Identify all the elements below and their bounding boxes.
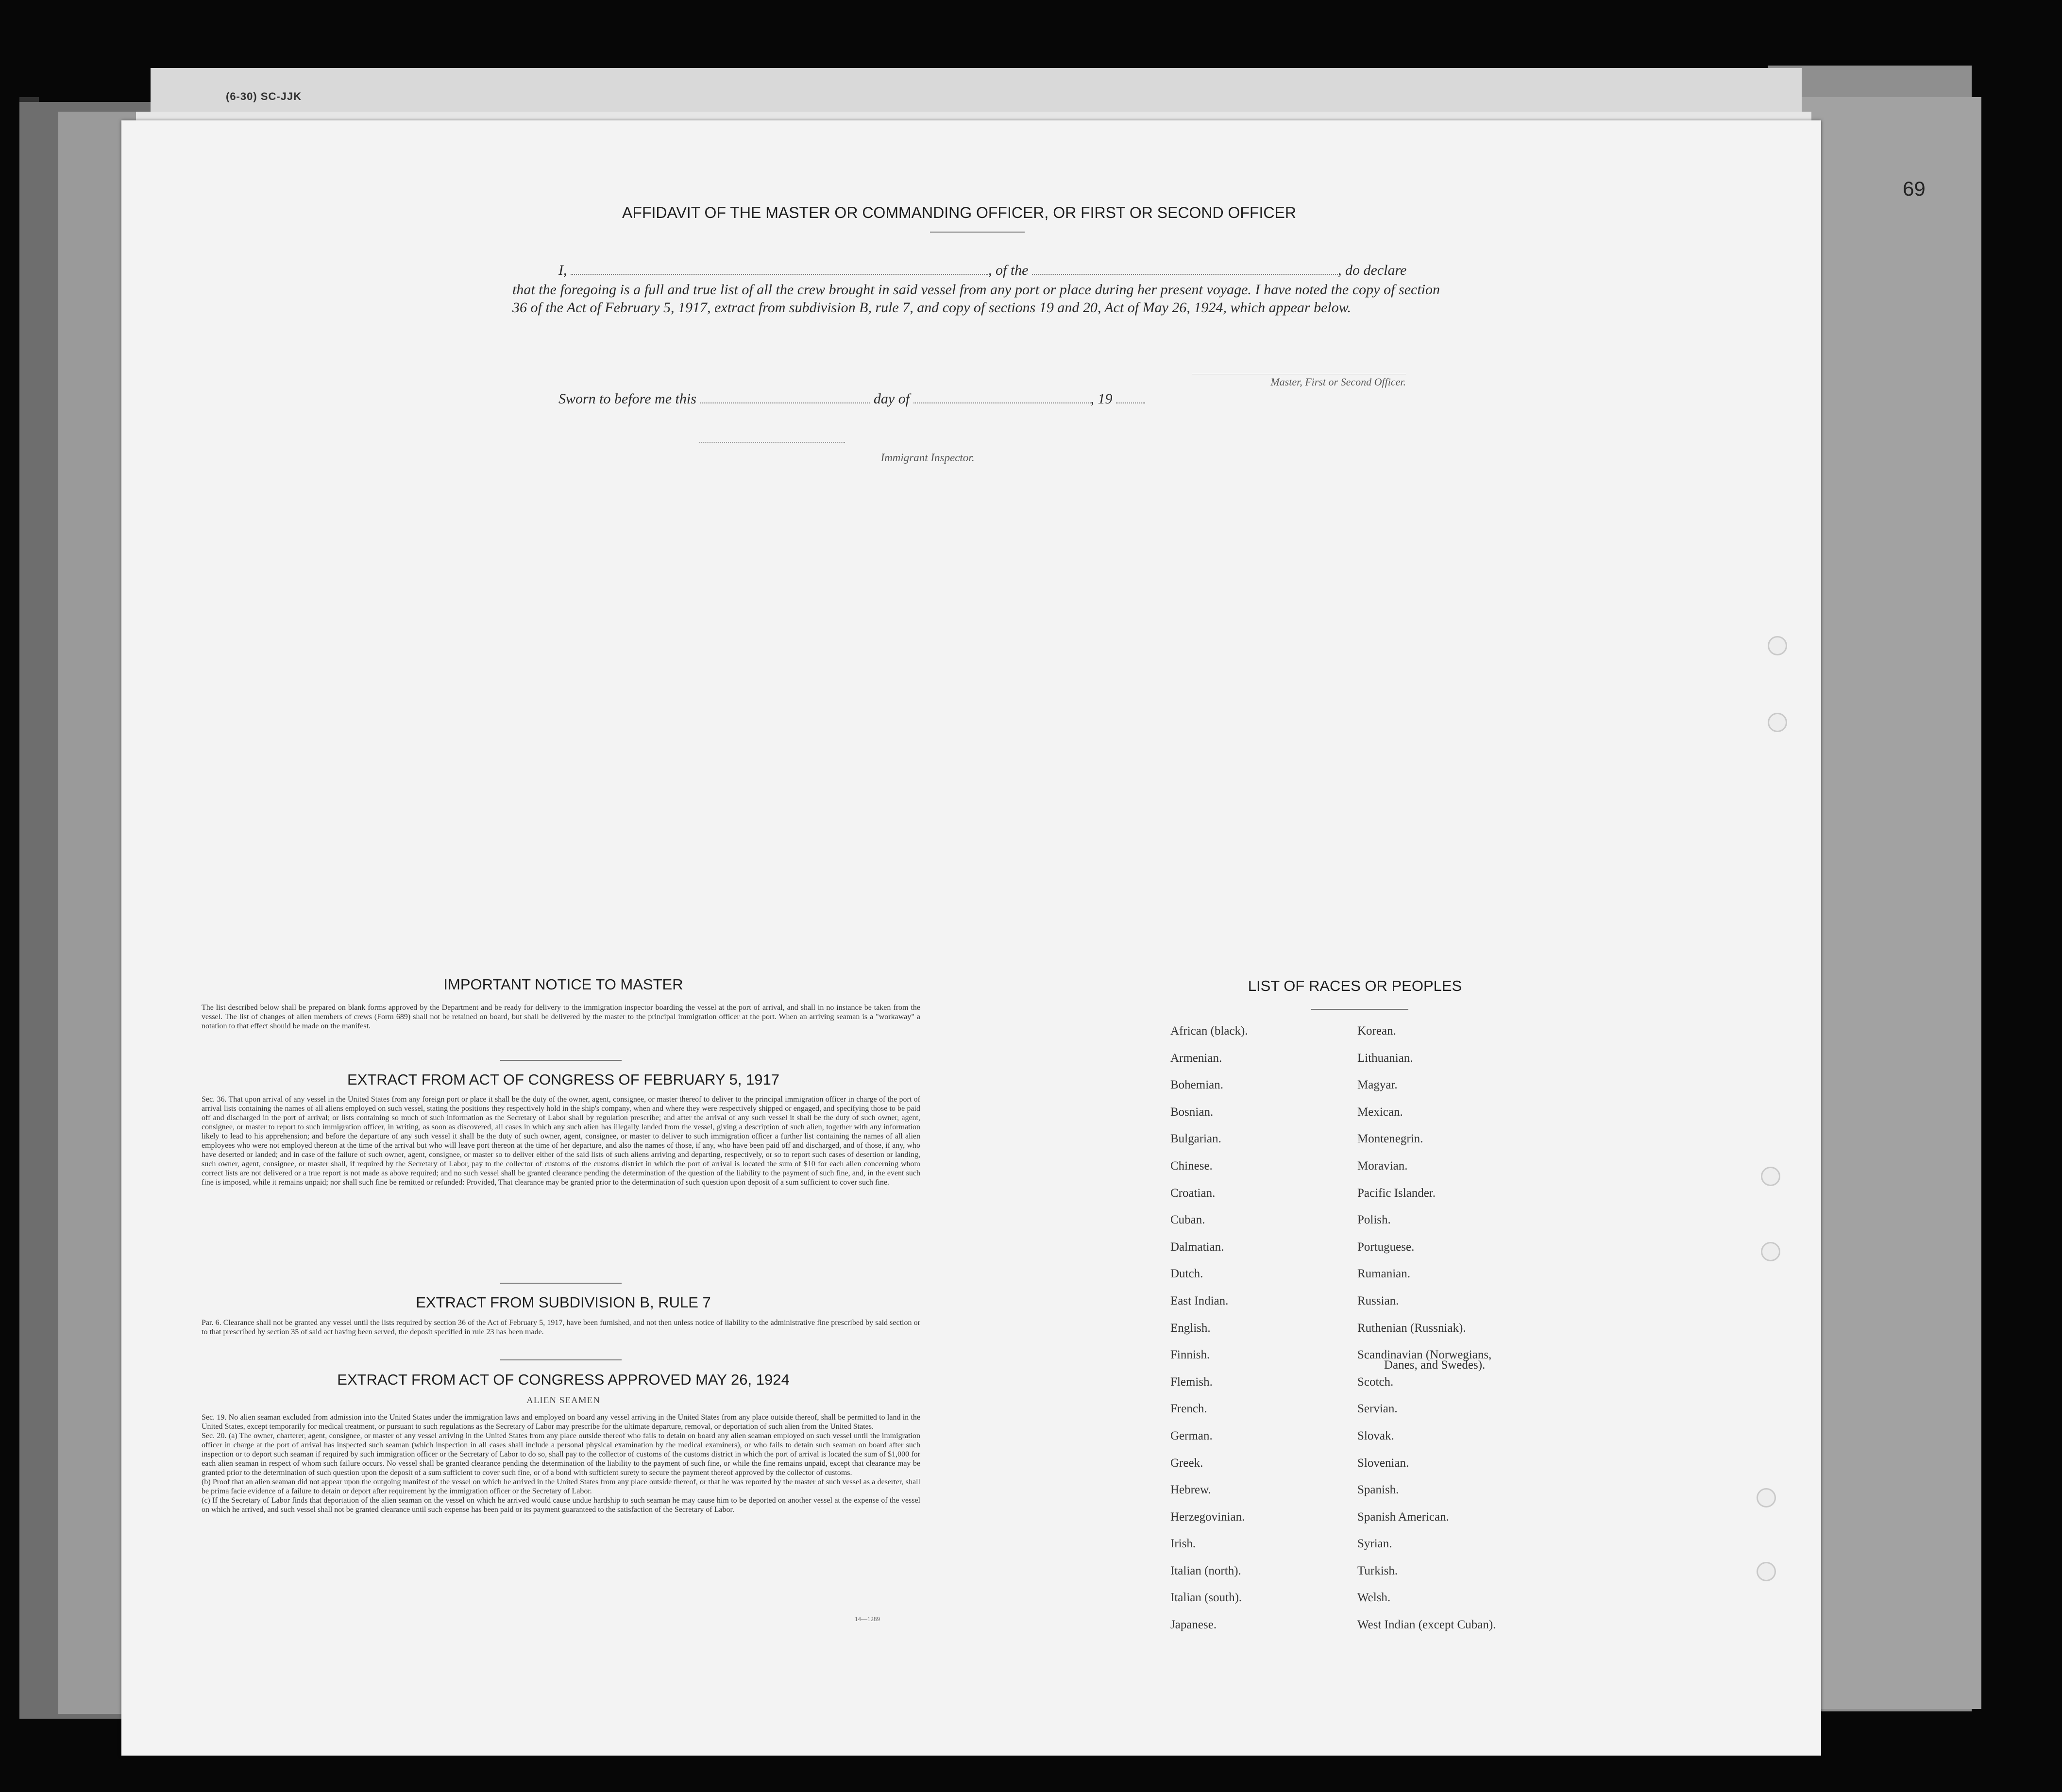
divider — [930, 232, 1025, 233]
inspector-caption: Immigrant Inspector. — [880, 452, 975, 464]
race-item: Bulgarian. — [1170, 1132, 1221, 1146]
race-item-continuation: Danes, and Swedes). — [1384, 1358, 1486, 1372]
race-item: Syrian. — [1357, 1537, 1392, 1551]
sec20a-text: Sec. 20. (a) The owner, charterer, agent, consignee, or master of any vessel arriving in the United States from any place outside thereof who fails to detain on board any alien seaman employed on such vessel until the immigration officer in charge at the port of arrival has inspected such seaman (which inspection in all cases shall include a personal physical examination by the medical examiners), or who fails to detain such seaman on board after such inspection or to deport such seaman if required by such immigration officer or the Secretary of Labor to do so, shall pay to the collector of customs of the customs district in which the port of arrival is located the sum of $1,000 for each alien seaman in respect of whom such failure occurs. No vessel shall be granted clearance pending the determination of the liability to the payment of such fine, or while the fine remains unpaid, except that clearance may be granted prior to the determination of such question upon the deposit of a sum sufficient to cover such fine, or of a bond with sufficient surety to secure the payment thereof approved by the collector of customs. — [202, 1432, 920, 1477]
race-item: Greek. — [1170, 1456, 1203, 1470]
declaration-line — [558, 262, 1440, 279]
sworn-year-label: , 19 — [1090, 391, 1113, 407]
race-item: English. — [1170, 1321, 1211, 1335]
race-item: Servian. — [1357, 1402, 1398, 1416]
sec20c-text: (c) If the Secretary of Labor finds that deportation of the alien seaman on the vessel on which he arrived would cause undue hardship to such seaman he may cause him to be deported on another vessel at the expense of the vessel on which he arrived, and such vessel shall not be granted clearance until such expense has been paid or its payment guaranteed to the satisfaction of the Secretary of Labor. — [202, 1496, 920, 1514]
divider — [500, 1283, 622, 1284]
race-item: Rumanian. — [1357, 1267, 1411, 1281]
race-item: Japanese. — [1170, 1618, 1217, 1632]
races-left-column — [1170, 1024, 1248, 1645]
race-item: Spanish American. — [1357, 1510, 1449, 1524]
rule7-heading: EXTRACT FROM SUBDIVISION B, RULE 7 — [416, 1294, 711, 1311]
race-item: Scotch. — [1357, 1375, 1394, 1389]
race-item: Portuguese. — [1357, 1240, 1415, 1254]
sworn-day-label: day of — [873, 391, 910, 407]
declaration-prefix: I, — [558, 262, 567, 278]
sec19-text: Sec. 19. No alien seaman excluded from admission into the United States under the immigration laws and employed on board any vessel arriving in the United States from any place outside thereof, shall be permitted to land in the United States, except temporarily for medical treatment, or pursuant to such regulations as the Secretary of Labor may prescribe for the ultimate departure, removal, or deportation of such alien from the United States. — [202, 1413, 920, 1431]
race-item: Dutch. — [1170, 1267, 1203, 1281]
punch-hole — [1757, 1488, 1776, 1507]
inspector-line[interactable] — [699, 442, 845, 443]
race-item: Herzegovinian. — [1170, 1510, 1245, 1524]
extract-1917-text: Sec. 36. That upon arrival of any vessel in the United States from any foreign port or place it shall be the duty of the owner, agent, consignee, or master thereof to deliver to the principal immigration officer in charge of the port of arrival lists containing the names of all aliens employed on such vessel, stating the positions they respectively hold in the ship's company, when and where they were respectively shipped or engaged, and specifying those to be paid off and discharged in the port of arrival; or lists containing so much of such information as the Secretary of Labor shall by regulation prescribe; and after the arrival of any such vessel it shall be the duty of such owner, agent, consignee, or master to report to such immigration officer, in writing, as soon as discovered, all cases in which any such alien has illegally landed from the vessel, giving a description of such alien, together with any information likely to lead to his apprehension; and before the departure of any such vessel it shall be the duty of such owner, agent, consignee, or master to deliver to such immigration officer a further list containing the names of all alien employees who were not employed thereon at the time of the arrival but who will leave port thereon at the time of her departure, and also the names of those, if any, who have been paid off and discharged, and of those, if any, who have deserted or landed; and in case of the failure of such owner, agent, consignee, or master so to deliver either of the said lists of such aliens arriving and departing, respectively, or so to report such cases of desertion or landing, such owner, agent, consignee, or master shall, if required by the Secretary of Labor, pay to the collector of customs of the customs district in which the port of arrival is located the sum of $10 for each alien concerning whom correct lists are not delivered or a true report is not made as above required; and no such vessel shall be granted clearance pending the determination of the question of the liability to the payment of such fine, and, in the event such fine is imposed, while it remains unpaid; nor shall such fine be remitted or refunded: Provided, That clearance may be granted prior to the determination of such question upon deposit of a sum sufficient to cover such fine. — [202, 1095, 920, 1187]
race-item: Lithuanian. — [1357, 1051, 1413, 1065]
race-item: Russian. — [1357, 1294, 1399, 1307]
race-item: Montenegrin. — [1357, 1132, 1423, 1146]
race-item: Chinese. — [1170, 1159, 1213, 1172]
extract-1924-body — [202, 1413, 920, 1514]
race-item: Pacific Islander. — [1357, 1186, 1436, 1200]
race-item: Korean. — [1357, 1024, 1396, 1038]
race-item: Magyar. — [1357, 1078, 1398, 1092]
race-item: Hebrew. — [1170, 1483, 1211, 1497]
race-item: East Indian. — [1170, 1294, 1229, 1307]
race-item: Finnish. — [1170, 1348, 1210, 1362]
race-item: Italian (north). — [1170, 1564, 1241, 1577]
race-item: West Indian (except Cuban). — [1357, 1618, 1496, 1632]
sworn-year-blank[interactable] — [1116, 402, 1145, 403]
rule7-text: Par. 6. Clearance shall not be granted any vessel until the lists required by section 36 of the Act of February 5, 1917, have been furnished, and not then unless notice of liability to the administrative fine prescribed by said section or to that prescribed by section 35 of said act having been served, the deposit specified in rule 23 has been made. — [202, 1319, 920, 1336]
divider — [500, 1060, 622, 1061]
race-item: Turkish. — [1357, 1564, 1398, 1577]
sworn-prefix: Sworn to before me this — [558, 391, 696, 407]
page-number: 69 — [1903, 177, 1926, 200]
alien-seamen-subheading: ALIEN SEAMEN — [526, 1395, 600, 1406]
signature-caption: Master, First or Second Officer. — [1270, 376, 1406, 388]
punch-hole — [1761, 1242, 1780, 1261]
declaration-mid: , of the — [988, 262, 1029, 278]
race-item: African (black). — [1170, 1024, 1248, 1038]
race-item: Croatian. — [1170, 1186, 1216, 1200]
race-item: Bosnian. — [1170, 1105, 1214, 1119]
form-code: (6-30) SC-JJK — [226, 90, 302, 102]
name-blank[interactable] — [571, 274, 988, 275]
race-item: Slovenian. — [1357, 1456, 1409, 1470]
sec20b-text: (b) Proof that an alien seaman did not appear upon the outgoing manifest of the vessel on which he arrived in the United States from any place outside thereof, or that he was reported by the master of such vessel as a deserter, shall be prima facie evidence of a failure to detain or deport after requirement by the immigration officer or the Secretary of Labor. — [202, 1478, 920, 1495]
race-item: Cuban. — [1170, 1213, 1205, 1227]
punch-hole — [1761, 1167, 1780, 1186]
race-item: Moravian. — [1357, 1159, 1408, 1172]
race-item: Bohemian. — [1170, 1078, 1224, 1092]
race-item: Dalmatian. — [1170, 1240, 1224, 1254]
race-item: Spanish. — [1357, 1483, 1399, 1497]
extract-1917-heading: EXTRACT FROM ACT OF CONGRESS OF FEBRUARY 5, 1917 — [347, 1071, 780, 1088]
sworn-month-blank[interactable] — [913, 402, 1091, 403]
notice-text: The list described below shall be prepared on blank forms approved by the Department and be ready for delivery to the immigration inspector boarding the vessel at the port of arrival, and shall in no instance be taken from the vessel. The list of changes of alien members of crews (Form 689) shall not be retained on board, but shall be delivered by the master to the principal immigration officer at the port. When an arriving seaman is a "workaway" a notation to that effect should be made on the manifest. — [202, 1004, 920, 1030]
notice-heading: IMPORTANT NOTICE TO MASTER — [443, 976, 683, 993]
race-item: Welsh. — [1357, 1591, 1391, 1605]
affidavit-heading: AFFIDAVIT OF THE MASTER OR COMMANDING OFFICER, OR FIRST OR SECOND OFFICER — [622, 204, 1296, 221]
races-right-column — [1357, 1024, 1496, 1645]
race-item: Mexican. — [1357, 1105, 1403, 1119]
punch-hole — [1768, 713, 1787, 732]
punch-hole — [1757, 1562, 1776, 1581]
vessel-blank[interactable] — [1032, 274, 1338, 275]
race-item: Flemish. — [1170, 1375, 1213, 1389]
divider — [1311, 1009, 1408, 1010]
punch-hole — [1768, 636, 1787, 655]
declaration-suffix: , do declare — [1338, 262, 1407, 278]
sworn-line — [558, 391, 1145, 407]
declaration-body: that the foregoing is a full and true list of all the crew brought in said vessel from any port or place during her present voyage. I have noted the copy of section 36 of the Act of February 5, 1917, extract from subdivision B, rule 7, and copy of sections 19 and 20, Act of May 26, 1924, which appear below. — [512, 282, 1440, 316]
race-item: Italian (south). — [1170, 1591, 1242, 1605]
race-item: French. — [1170, 1402, 1207, 1416]
print-code: 14—1289 — [855, 1615, 880, 1623]
race-item: Slovak. — [1357, 1429, 1394, 1442]
race-item: Polish. — [1357, 1213, 1391, 1227]
extract-1924-heading: EXTRACT FROM ACT OF CONGRESS APPROVED MAY 26, 1924 — [337, 1371, 790, 1388]
sworn-day-blank[interactable] — [700, 402, 870, 403]
divider — [500, 1359, 622, 1360]
race-item: Armenian. — [1170, 1051, 1222, 1065]
race-item: Ruthenian (Russniak). — [1357, 1321, 1466, 1335]
race-item: Scandinavian (Norwegians, Danes, and Swedes). — [1357, 1348, 1496, 1375]
race-item: German. — [1170, 1429, 1213, 1442]
races-heading: LIST OF RACES OR PEOPLES — [1248, 977, 1462, 994]
race-item: Irish. — [1170, 1537, 1196, 1551]
